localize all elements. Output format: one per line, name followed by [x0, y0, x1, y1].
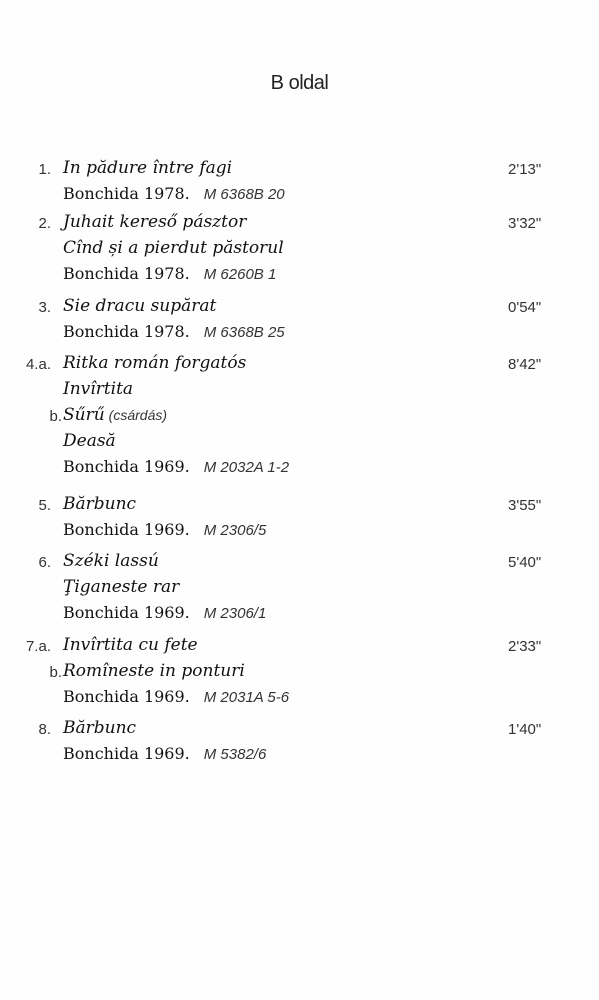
track-duration: 8'42" [508, 356, 542, 373]
track-number: 2. [38, 215, 51, 232]
track-duration: 1'40" [508, 721, 542, 738]
track-number: 8. [38, 721, 51, 738]
track-note: (csárdás) [108, 407, 168, 423]
track-sub-number: b. [49, 408, 62, 425]
track-title: Invîrtita cu fete [63, 635, 198, 655]
track-source: Bonchida 1969. M 5382/6 [63, 744, 267, 763]
track-title-row [0, 661, 599, 685]
track-title: Deasă [63, 431, 116, 451]
track-title-row [0, 577, 599, 601]
track-number: 6. [38, 554, 51, 571]
track-title: In pădure între fagi [63, 158, 233, 178]
track-catalog: M 5382/6 [203, 746, 267, 763]
track-source: Bonchida 1978. M 6368B 20 [63, 184, 285, 203]
track-title-row [0, 551, 599, 575]
track-duration: 0'54" [508, 299, 542, 316]
track-title-row [0, 238, 599, 262]
track-title: Ţiganeste rar [63, 577, 180, 597]
track-source-row [0, 601, 599, 625]
track-title: Bărbunc [63, 494, 137, 514]
track-title-row [0, 296, 599, 320]
track-title-row [0, 212, 599, 236]
track-catalog: M 2031A 5-6 [203, 689, 290, 706]
track-catalog: M 6368B 25 [203, 324, 285, 341]
track-catalog: M 2032A 1-2 [203, 459, 290, 476]
track-source-row [0, 262, 599, 286]
track-source: Bonchida 1978. M 6368B 25 [63, 322, 285, 341]
track-source: Bonchida 1978. M 6260B 1 [63, 264, 277, 283]
track-source-row [0, 320, 599, 344]
track-number: 7.a. [25, 638, 51, 655]
track-source: Bonchida 1969. M 2031A 5-6 [63, 687, 290, 706]
track-title: Juhait kereső pásztor [63, 212, 247, 232]
side-title: B oldal [270, 72, 329, 94]
track-title-row [0, 431, 599, 455]
track-catalog: M 6260B 1 [203, 266, 277, 283]
track-number: 4.a. [25, 356, 51, 373]
track-title-row [0, 379, 599, 403]
track-title: Sie dracu supărat [63, 296, 217, 316]
track-duration: 3'32" [508, 215, 542, 232]
track-source-row [0, 455, 599, 479]
track-source: Bonchida 1969. M 2306/5 [63, 520, 267, 539]
track-title-row [0, 718, 599, 742]
track-source: Bonchida 1969. M 2032A 1-2 [63, 457, 290, 476]
track-title-row [0, 635, 599, 659]
track-sub-number: b. [49, 664, 62, 681]
track-duration: 2'13" [508, 161, 542, 178]
track-source: Bonchida 1969. M 2306/1 [63, 603, 267, 622]
track-duration: 3'55" [508, 497, 542, 514]
track-title-row [0, 158, 599, 182]
track-title-row [0, 405, 599, 429]
track-source-row [0, 518, 599, 542]
track-title: Cînd și a pierdut păstorul [63, 238, 284, 258]
track-title: Ritka román forgatós [63, 353, 247, 373]
track-duration: 5'40" [508, 554, 542, 571]
track-catalog: M 2306/1 [203, 605, 267, 622]
track-source-row [0, 182, 599, 206]
track-number: 3. [38, 299, 51, 316]
track-catalog: M 2306/5 [203, 522, 267, 539]
track-title-row [0, 353, 599, 377]
track-number: 1. [38, 161, 51, 178]
track-title: Bărbunc [63, 718, 137, 738]
track-source-row [0, 685, 599, 709]
track-title: Széki lassú [63, 551, 159, 571]
track-duration: 2'33" [508, 638, 542, 655]
track-catalog: M 6368B 20 [203, 186, 285, 203]
track-title: Romîneste in ponturi [63, 661, 245, 681]
track-title: Sűrű (csárdás) [63, 405, 168, 425]
track-source-row [0, 742, 599, 766]
track-title-row [0, 494, 599, 518]
track-number: 5. [38, 497, 51, 514]
track-title: Invîrtita [63, 379, 134, 399]
